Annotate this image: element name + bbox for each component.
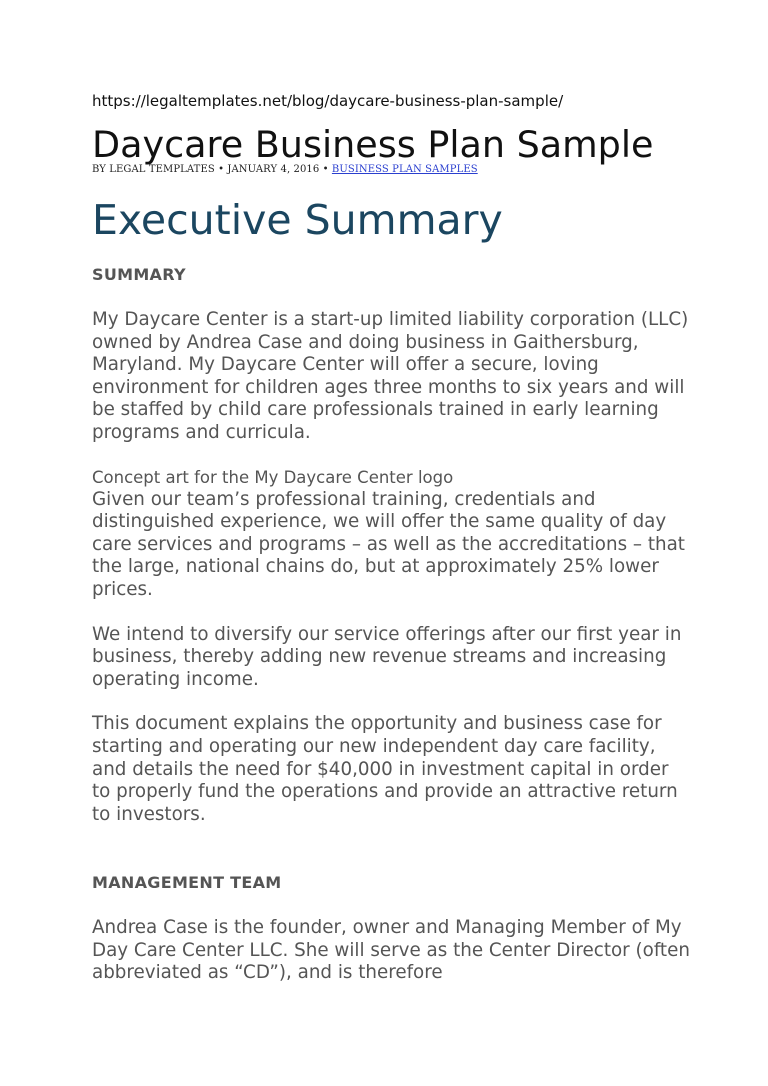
summary-paragraph-2: Given our team’s professional training, credentials and distinguished experience, we will offer the same quality of day care services and programs – as well as the accreditations – that the large, national chains do, but at approximately 25% lower prices. <box>92 488 685 600</box>
summary-paragraph-4: This document explains the opportunity and business case for starting and operating our new independent day care facility, and details the need for $40,000 in investment capital in order to properly fund the operations and provide an attractive return to investors. <box>92 713 678 825</box>
page-title: Daycare Business Plan Sample <box>92 123 654 166</box>
summary-paragraph-3: We intend to diversify our service offerings after our first year in business, thereby adding new revenue streams and increasing operating income. <box>92 623 682 690</box>
section-heading-executive-summary: Executive Summary <box>92 196 503 244</box>
summary-paragraph-1: My Daycare Center is a start-up limited liability corporation (LLC) owned by Andrea Case and doing business in Gaithersburg, Maryland. My Daycare Center will offer a secure, loving environment for children ages three months to six years and will be staffed by child care professionals trained in early learning programs and curricula. <box>92 309 689 443</box>
logo-caption: Concept art for the My Daycare Center logo <box>92 467 454 487</box>
subheading-summary: SUMMARY <box>92 265 186 284</box>
management-paragraph-1: Andrea Case is the founder, owner and Managing Member of My Day Care Center LLC. She will serve as the Center Director (often abbreviated as “CD”), and is therefore <box>92 917 690 984</box>
source-url: https://legaltemplates.net/blog/daycare-business-plan-sample/ <box>92 92 564 110</box>
category-link[interactable]: BUSINESS PLAN SAMPLES <box>331 164 478 175</box>
subheading-management-team: MANAGEMENT TEAM <box>92 873 282 893</box>
byline-text: BY LEGAL TEMPLATES • JANUARY 4, 2016 • <box>92 164 332 175</box>
document-page <box>92 90 692 985</box>
